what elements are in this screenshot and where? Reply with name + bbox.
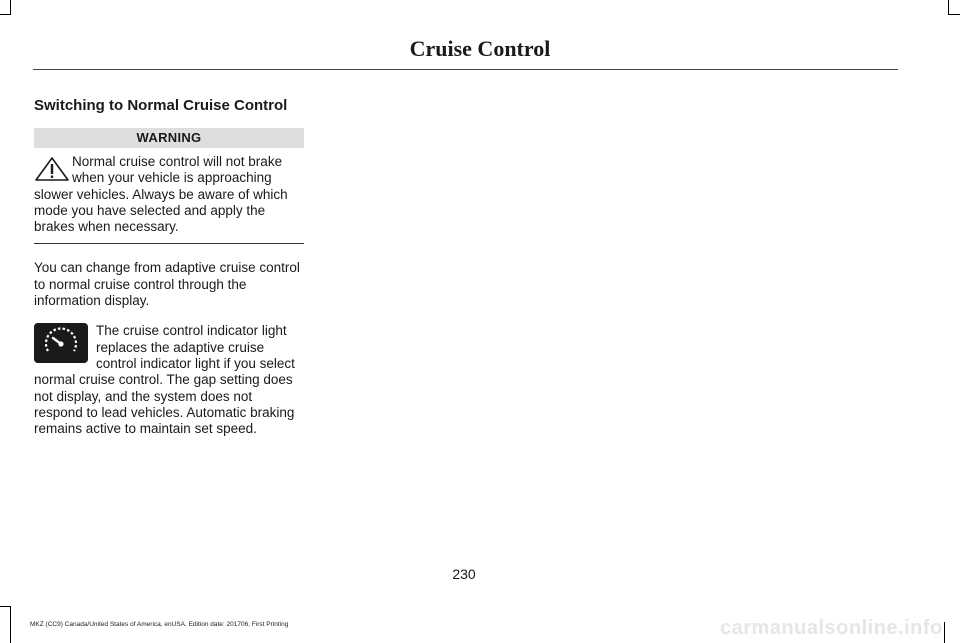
cruise-control-indicator-icon (34, 323, 88, 363)
warning-divider (34, 243, 304, 244)
section-heading: Switching to Normal Cruise Control (34, 97, 288, 114)
crop-mark (948, 0, 949, 14)
content-column (34, 96, 304, 437)
crop-mark (10, 0, 11, 14)
body-paragraph: You can change from adaptive cruise control to normal cruise control through the information display. (34, 260, 300, 309)
header-divider (33, 69, 898, 70)
crop-mark (944, 622, 945, 643)
crop-mark (10, 606, 11, 643)
indicator-text: The cruise control indicator light replaces the adaptive cruise control indicator light if you select normal cruise control. The gap setting does not display, and the system does not respond to lead vehicles. Automatic braking remains active to maintain set speed. (34, 323, 295, 437)
page-number: 230 (452, 566, 476, 582)
indicator-paragraph-block (34, 323, 304, 437)
crop-mark (0, 606, 11, 607)
edition-footer: MKZ (CC9) Canada/United States of America, enUSA, Edition date: 201706, First Printing (30, 621, 289, 628)
warning-body (34, 154, 304, 235)
watermark: carmanualsonline.info (720, 617, 943, 639)
page-title: Cruise Control (409, 36, 551, 61)
crop-mark (0, 14, 11, 15)
warning-box (34, 128, 304, 244)
warning-label: WARNING (34, 128, 304, 148)
warning-text: Normal cruise control will not brake when your vehicle is approaching slower vehicles. Always be aware of which mode you have selected and apply the brakes when necessary. (34, 154, 288, 235)
crop-mark (948, 14, 960, 15)
warning-triangle-icon (34, 156, 70, 182)
